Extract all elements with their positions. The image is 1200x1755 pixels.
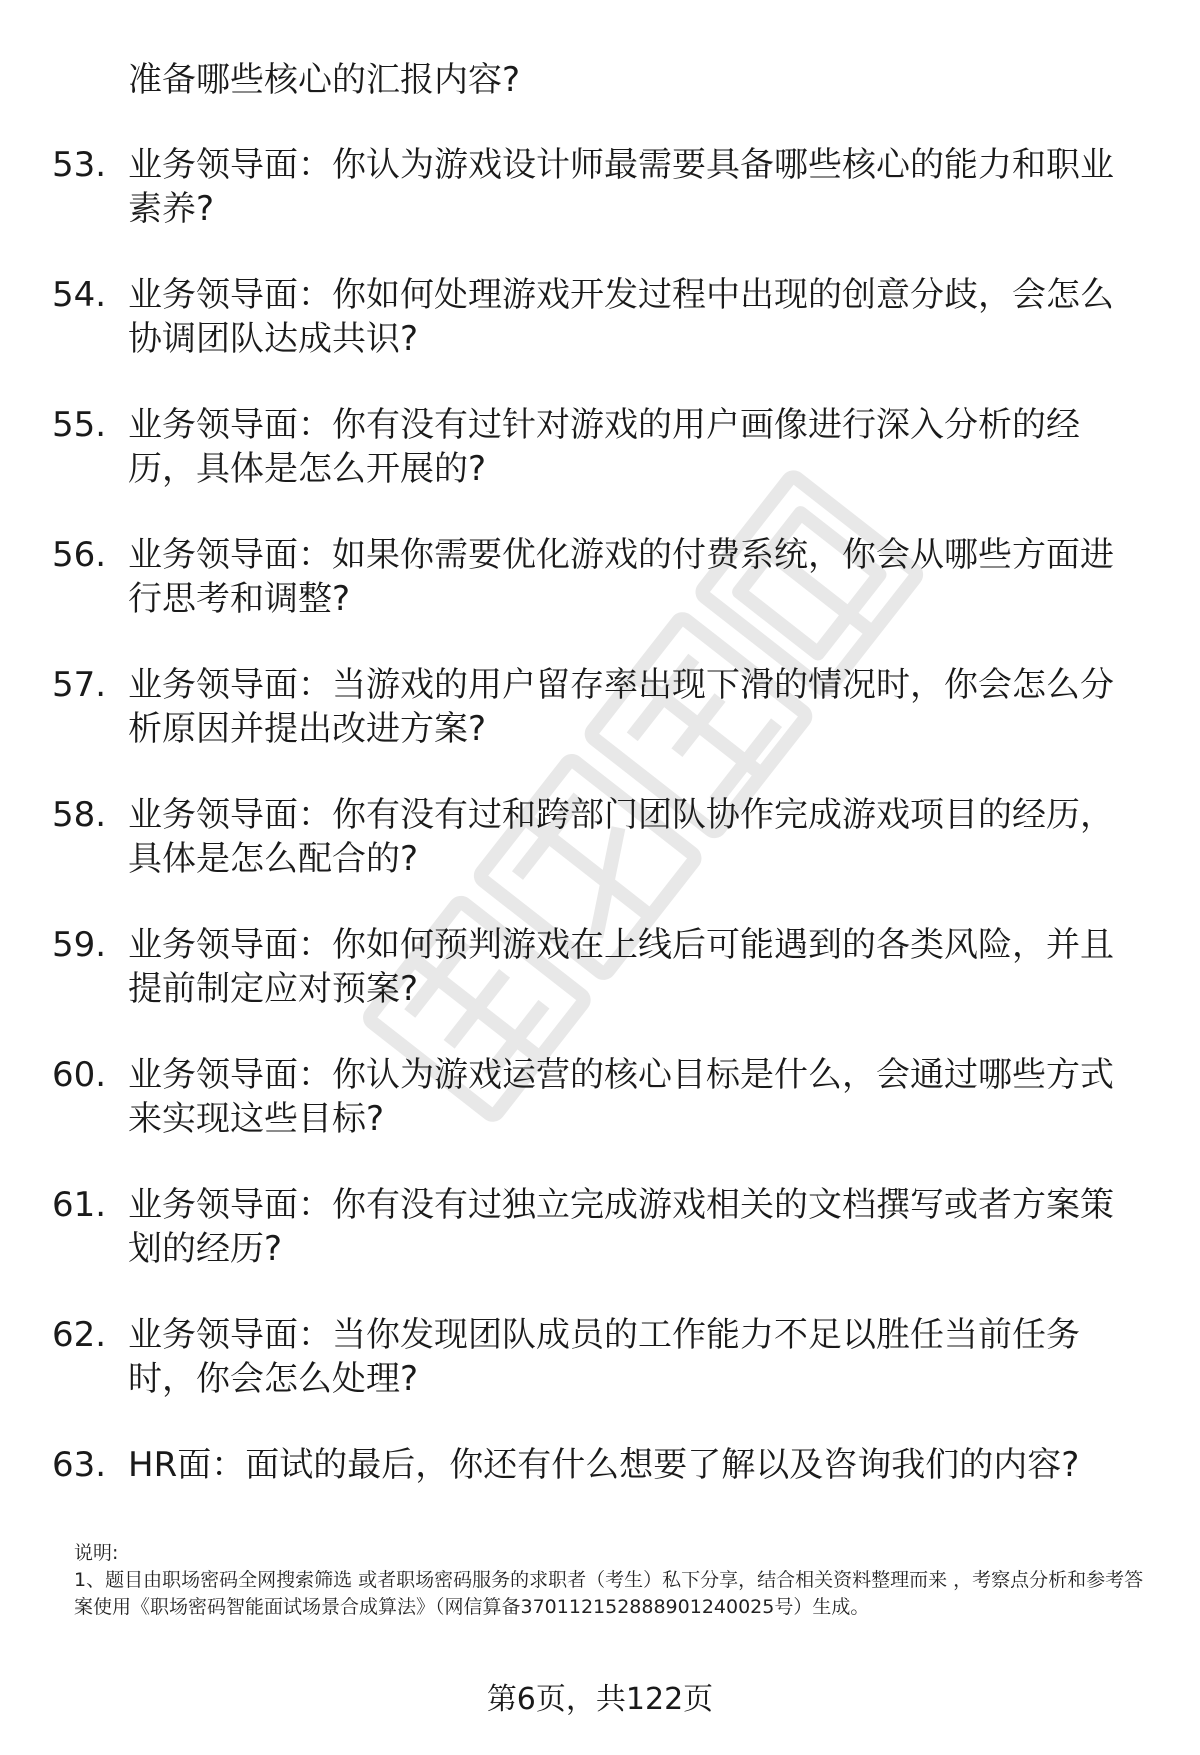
note-item: 1、题目由职场密码全网搜索筛选 或者职场密码服务的求职者（考生）私下分享，结合相关资料整理而来 ，考察点分析和参考答案使用《职场密码智能面试场景合成算法》（网信算备370112152888901240025号）生成。 (74, 1569, 1144, 1618)
question-number: 58. (52, 795, 107, 835)
notes-section (74, 1540, 1154, 1621)
question-text: 业务领导面：你认为游戏设计师最需要具备哪些核心的能力和职业素养? (128, 145, 1114, 229)
question-text: 业务领导面：你有没有过和跨部门团队协作完成游戏项目的经历，具体是怎么配合的? (128, 795, 1114, 879)
list-item (0, 793, 1200, 881)
question-number: 55. (52, 405, 107, 445)
list-item (0, 923, 1200, 1011)
list-item (0, 1443, 1200, 1487)
page-number: 第6页，共122页 (486, 1682, 714, 1717)
list-item (0, 1053, 1200, 1141)
question-number: 60. (52, 1055, 107, 1095)
question-text: 业务领导面：你如何处理游戏开发过程中出现的创意分歧，会怎么协调团队达成共识? (128, 275, 1114, 359)
question-number: 61. (52, 1185, 107, 1225)
list-item (0, 143, 1200, 231)
question-text: 业务领导面：如果你需要优化游戏的付费系统，你会从哪些方面进行思考和调整? (128, 535, 1114, 619)
list-item (0, 663, 1200, 751)
question-text: 业务领导面：你有没有过独立完成游戏相关的文档撰写或者方案策划的经历? (128, 1185, 1114, 1269)
question-text: 业务领导面：当游戏的用户留存率出现下滑的情况时，你会怎么分析原因并提出改进方案? (128, 665, 1114, 749)
question-number: 59. (52, 925, 107, 965)
list-item (0, 1313, 1200, 1401)
question-text: HR面：面试的最后，你还有什么想要了解以及咨询我们的内容? (128, 1445, 1080, 1485)
question-number: 54. (52, 275, 107, 315)
question-list (0, 143, 1200, 1529)
question-text: 业务领导面：你如何预判游戏在上线后可能遇到的各类风险，并且提前制定应对预案? (128, 925, 1114, 1009)
question-number: 53. (52, 145, 107, 185)
question-number: 56. (52, 535, 107, 575)
question-number: 62. (52, 1315, 107, 1355)
question-text: 业务领导面：你有没有过针对游戏的用户画像进行深入分析的经历，具体是怎么开展的? (128, 405, 1080, 489)
question-number: 63. (52, 1445, 107, 1485)
list-item (0, 403, 1200, 491)
list-item (0, 533, 1200, 621)
continuation-line: 准备哪些核心的汇报内容? (128, 60, 521, 100)
question-text: 业务领导面：当你发现团队成员的工作能力不足以胜任当前任务时，你会怎么处理? (128, 1315, 1080, 1399)
list-item (0, 1183, 1200, 1271)
notes-heading: 说明: (74, 1542, 119, 1564)
question-text: 业务领导面：你认为游戏运营的核心目标是什么，会通过哪些方式来实现这些目标? (128, 1055, 1114, 1139)
question-number: 57. (52, 665, 107, 705)
list-item (0, 273, 1200, 361)
